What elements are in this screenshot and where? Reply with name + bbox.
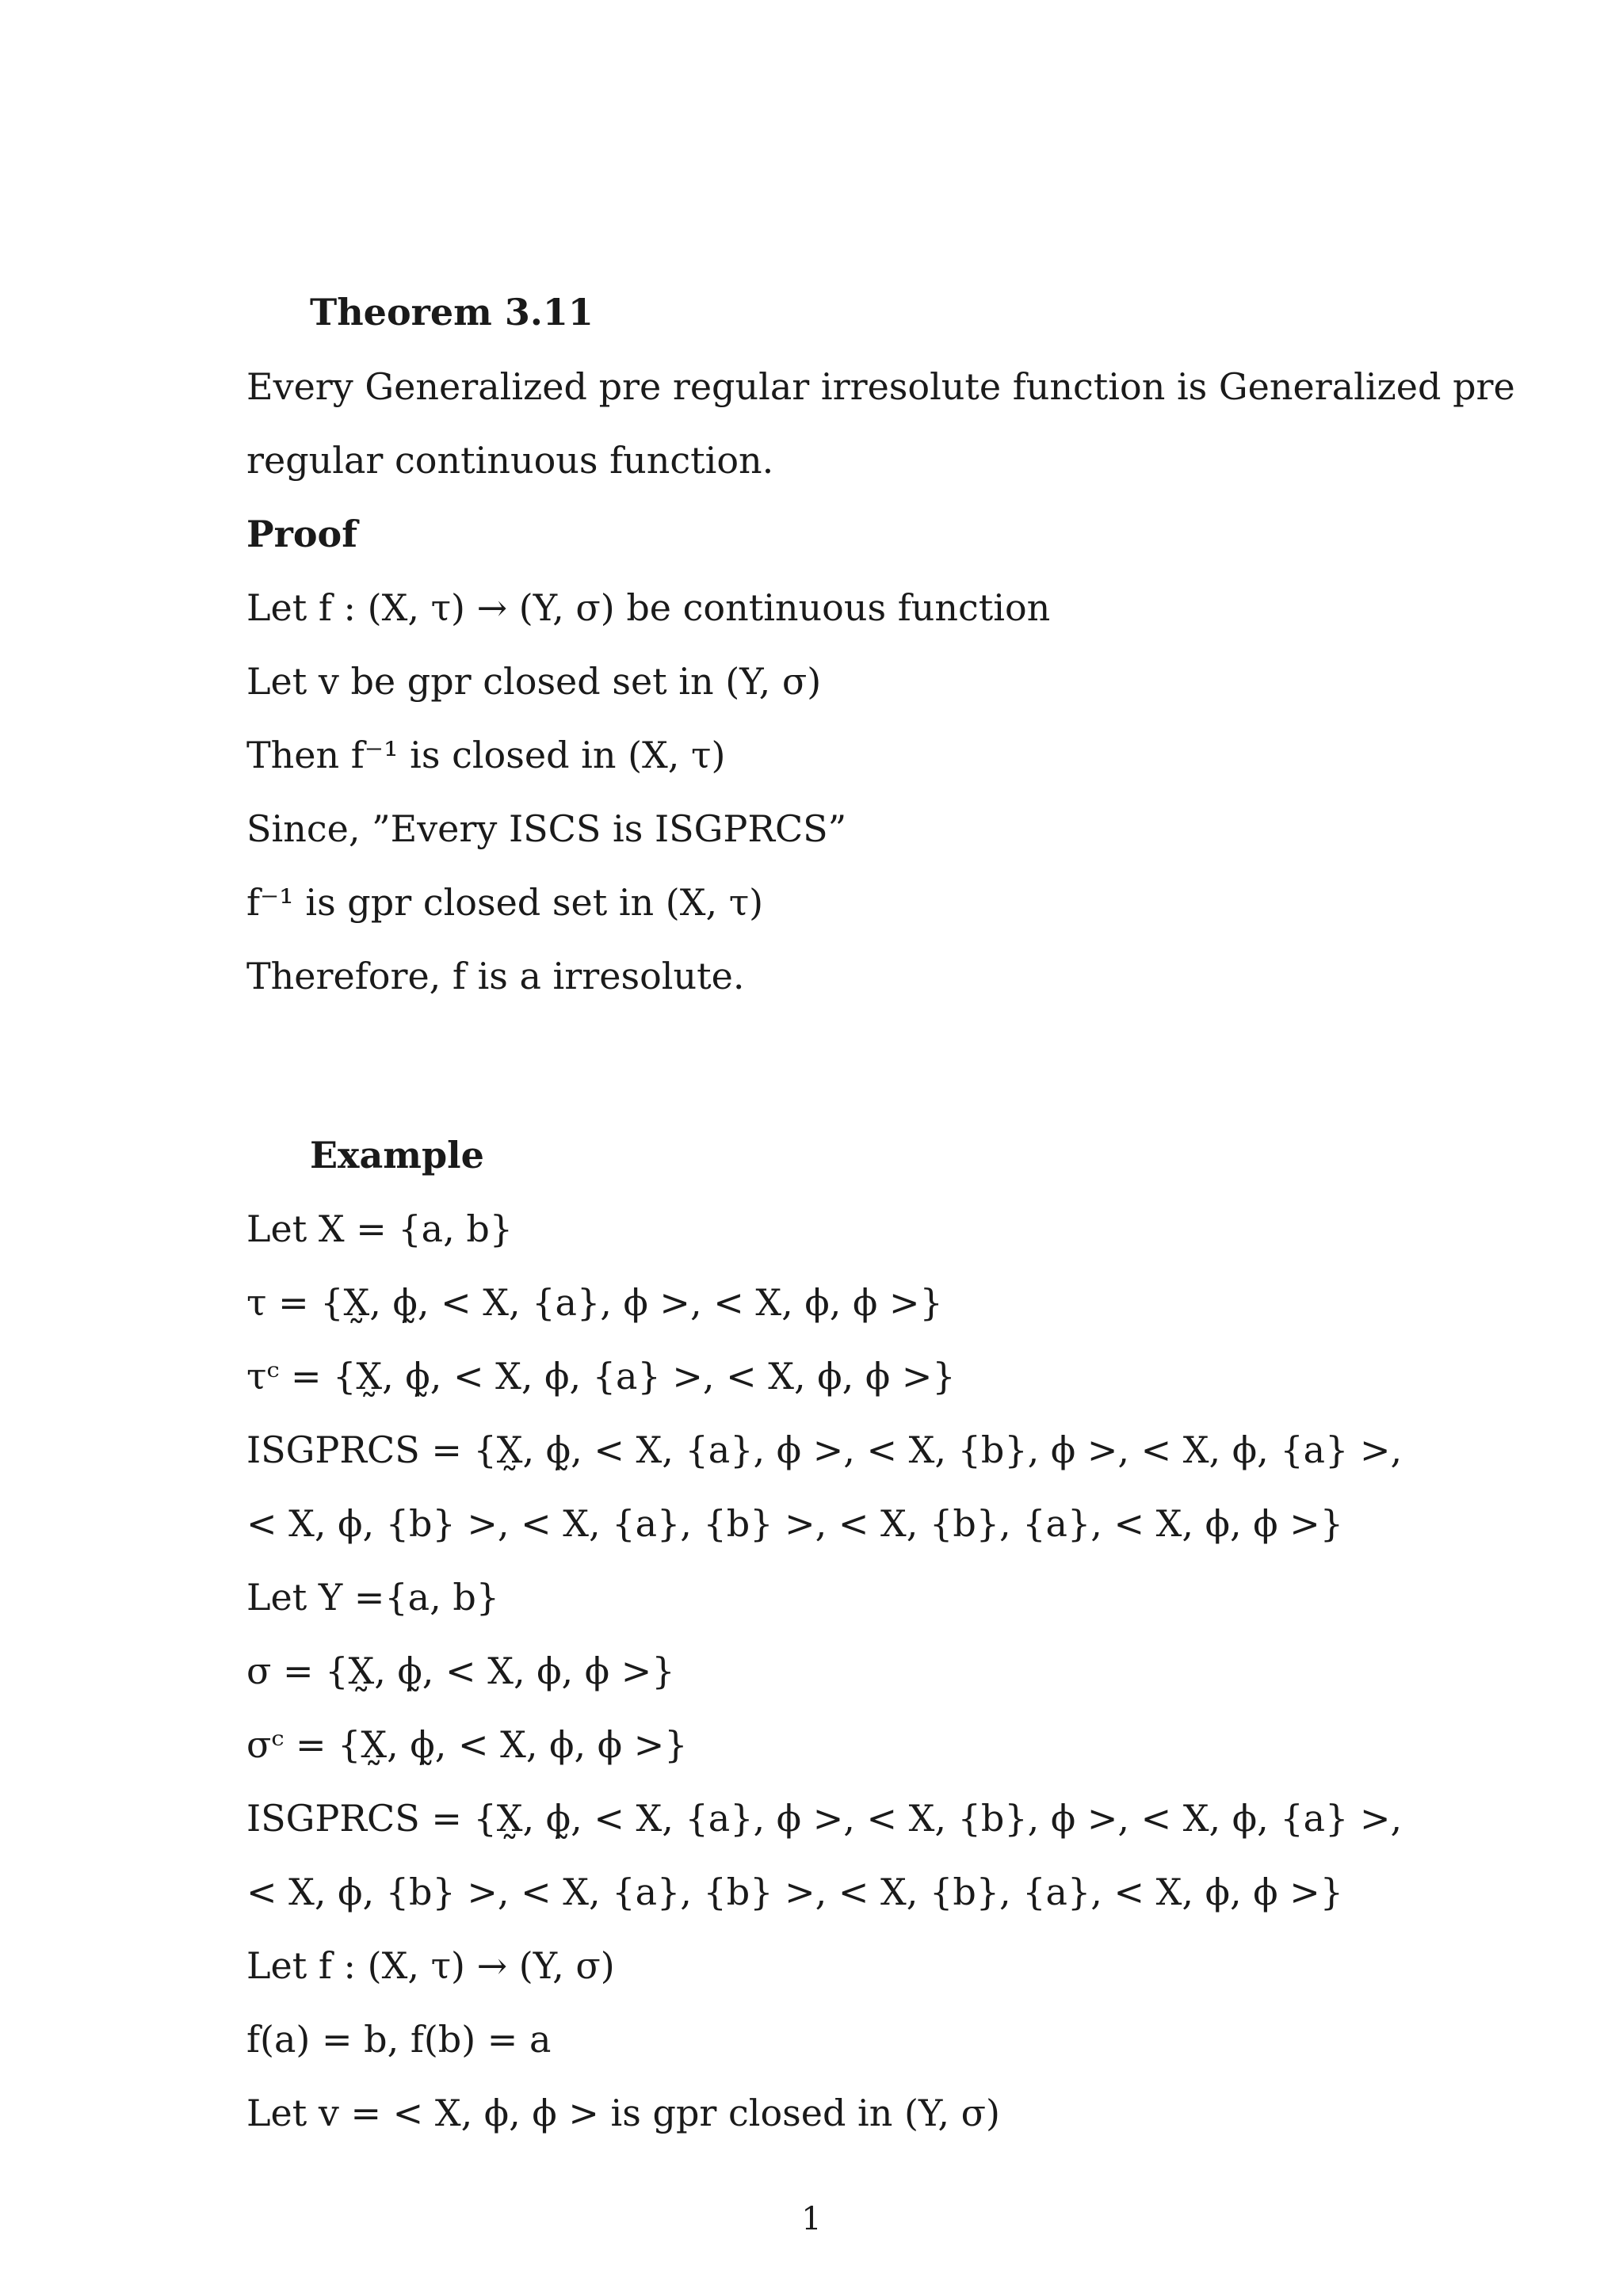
- proof-line: Therefore, f is a irresolute.: [246, 955, 745, 997]
- example-line: Let Y ={a, b}: [246, 1576, 500, 1619]
- theorem-heading: Theorem 3.11: [310, 291, 594, 334]
- theorem-statement-line-1: Every Generalized pre regular irresolute function is Generalized pre: [246, 365, 1515, 408]
- example-line: σᶜ = {X̰, ϕ̰, < X, ϕ, ϕ >}: [246, 1723, 688, 1766]
- example-line: σ = {X̰, ϕ̰, < X, ϕ, ϕ >}: [246, 1650, 675, 1692]
- proof-heading: Proof: [246, 513, 357, 555]
- proof-line: Let v be gpr closed set in (Y, σ): [246, 660, 822, 703]
- proof-line: Then f⁻¹ is closed in (X, τ): [246, 734, 726, 776]
- page-number: 1: [801, 2201, 822, 2237]
- proof-line: Since, ”Every ISCS is ISGPRCS”: [246, 807, 847, 850]
- example-line: < X, ϕ, {b} >, < X, {a}, {b} >, < X, {b}, {a}, < X, ϕ, ϕ >}: [246, 1871, 1344, 1913]
- example-heading: Example: [310, 1134, 484, 1177]
- proof-line: Let f : (X, τ) → (Y, σ) be continuous function: [246, 586, 1051, 629]
- example-line: ISGPRCS = {X̰, ϕ̰, < X, {a}, ϕ >, < X, {b}, ϕ >, < X, ϕ, {a} >,: [246, 1428, 1403, 1471]
- example-line: < X, ϕ, {b} >, < X, {a}, {b} >, < X, {b}, {a}, < X, ϕ, ϕ >}: [246, 1502, 1344, 1545]
- example-line: Let f : (X, τ) → (Y, σ): [246, 1944, 615, 1987]
- theorem-statement-line-2: regular continuous function.: [246, 439, 774, 482]
- example-line: τᶜ = {X̰, ϕ̰, < X, ϕ, {a} >, < X, ϕ, ϕ >}: [246, 1355, 956, 1398]
- example-line: Let v = < X, ϕ, ϕ > is gpr closed in (Y, σ): [246, 2092, 1000, 2134]
- proof-line: f⁻¹ is gpr closed set in (X, τ): [246, 881, 764, 924]
- example-line: τ = {X̰, ϕ̰, < X, {a}, ϕ >, < X, ϕ, ϕ >}: [246, 1281, 943, 1324]
- example-line: f(a) = b, f(b) = a: [246, 2018, 552, 2061]
- example-line: Let X = {a, b}: [246, 1207, 514, 1250]
- example-line: ISGPRCS = {X̰, ϕ̰, < X, {a}, ϕ >, < X, {b}, ϕ >, < X, ϕ, {a} >,: [246, 1797, 1403, 1840]
